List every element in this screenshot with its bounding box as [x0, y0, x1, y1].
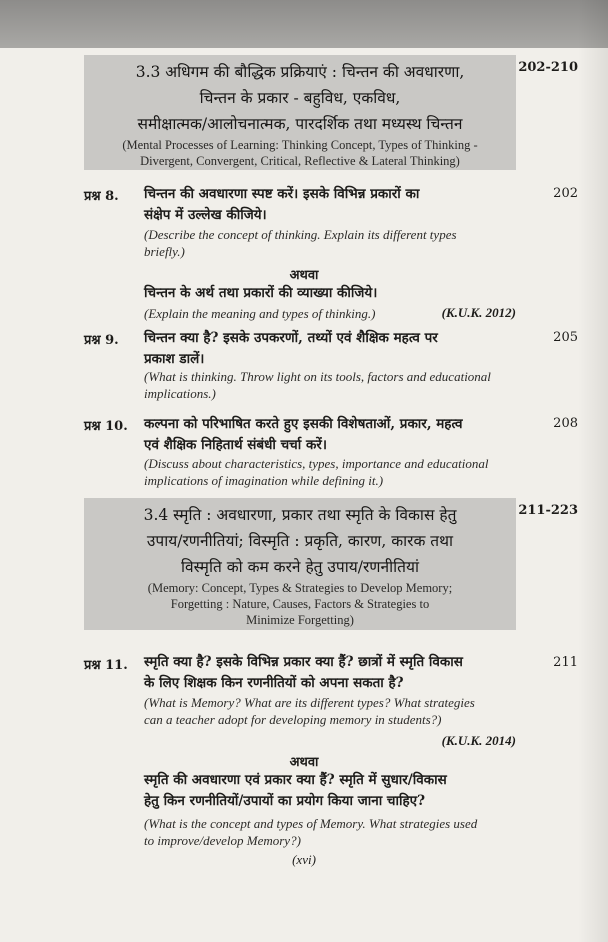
athva-separator: अथवा: [289, 755, 319, 770]
question-text-en: [144, 694, 524, 728]
question-line: (What is the concept and types of Memory. What strategies used: [144, 816, 478, 831]
section-heading-en-line: (Memory: Concept, Types & Strategies to Develop Memory;: [147, 581, 453, 595]
question-label: प्रश्न 11.: [84, 658, 128, 673]
question-alt-text-hi: [144, 770, 524, 812]
question-line: (What is Memory? What are its different types? What strategies: [144, 695, 475, 710]
question-line: can a teacher adopt for developing memory in students?): [144, 712, 442, 727]
question-page: 208: [553, 416, 578, 431]
question-line: (Describe the concept of thinking. Explain its different types: [144, 227, 457, 242]
question-text-en: [144, 368, 524, 402]
page-number: (xvi): [292, 852, 316, 867]
question-line: स्मृति क्या है? इसके विभिन्न प्रकार क्या हैं? छात्रों में स्मृति विकास: [144, 654, 463, 670]
page-edge-shadow: [578, 0, 608, 942]
question-line: (Discuss about characteristics, types, importance and educational: [144, 456, 489, 471]
section-heading-en-line: Minimize Forgetting): [246, 613, 354, 627]
section-heading-3-4: [84, 498, 516, 630]
section-heading-hi-line: विस्मृति को कम करने हेतु उपाय/रणनीतियां: [181, 558, 419, 576]
section-heading-en-line: Forgetting : Nature, Causes, Factors & Strategies to: [170, 597, 430, 611]
section-heading-en-line: Divergent, Convergent, Critical, Reflective & Lateral Thinking): [140, 154, 460, 168]
question-text-en: [144, 455, 524, 489]
question-text-en: [144, 226, 524, 260]
section-heading-en-line: (Mental Processes of Learning: Thinking Concept, Types of Thinking -: [122, 138, 478, 152]
question-line: संक्षेप में उल्लेख कीजिये।: [144, 207, 267, 223]
question-line: चिन्तन के अर्थ तथा प्रकारों की व्याख्या कीजिये।: [144, 285, 378, 301]
question-line: implications.): [144, 386, 216, 401]
question-line: implications of imagination while defining it.): [144, 473, 384, 488]
question-alt-text-en: [144, 815, 524, 849]
question-line: (Explain the meaning and types of thinking.): [144, 306, 376, 321]
athva-separator: अथवा: [289, 268, 319, 283]
question-line: to improve/develop Memory?): [144, 833, 301, 848]
exam-reference: (K.U.K. 2012): [441, 305, 516, 320]
question-line: एवं शैक्षिक निहितार्थ संबंधी चर्चा करें।: [144, 437, 327, 453]
question-line: चिन्तन की अवधारणा स्पष्ट करें। इसके विभिन्न प्रकारों का: [144, 186, 420, 202]
question-page: 211: [553, 655, 578, 670]
question-line: चिन्तन क्या है? इसके उपकरणों, तथ्यों एवं शैक्षिक महत्व पर: [144, 330, 438, 346]
question-line: स्मृति की अवधारणा एवं प्रकार क्या हैं? स्मृति में सुधार/विकास: [144, 772, 447, 788]
question-page: 202: [553, 186, 578, 201]
exam-reference: (K.U.K. 2014): [441, 733, 516, 748]
section-heading-hi-line: उपाय/रणनीतियां; विस्मृति : प्रकृति, कारण, कारक तथा: [146, 532, 454, 550]
section-page-range: 211-223: [518, 503, 578, 518]
question-label: प्रश्न 9.: [84, 333, 119, 348]
section-heading-3-3: [84, 55, 516, 170]
page-top-shadow: [0, 0, 608, 48]
question-line: कल्पना को परिभाषित करते हुए इसकी विशेषताओं, प्रकार, महत्व: [144, 416, 463, 432]
question-line: (What is thinking. Throw light on its tools, factors and educational: [144, 369, 491, 384]
question-text-hi: [144, 652, 524, 694]
question-alt-text-hi: [144, 283, 524, 304]
question-line: briefly.): [144, 244, 185, 259]
question-label: प्रश्न 8.: [84, 189, 119, 204]
question-label: प्रश्न 10.: [84, 419, 128, 434]
section-page-range: 202-210: [518, 60, 578, 75]
section-heading-hi-line: 3.4 स्मृति : अवधारणा, प्रकार तथा स्मृति के विकास हेतु: [143, 506, 457, 524]
section-heading-hi-line: चिन्तन के प्रकार - बहुविध, एकविध,: [199, 89, 401, 107]
section-heading-hi-line: समीक्षात्मक/आलोचनात्मक, पारदर्शिक तथा मध्यस्थ चिन्तन: [137, 115, 463, 133]
question-page: 205: [553, 330, 578, 345]
question-line: के लिए शिक्षक किन रणनीतियों को अपना सकता है?: [144, 675, 404, 691]
question-text-hi: [144, 328, 524, 370]
question-text-hi: [144, 414, 524, 456]
question-line: हेतु किन रणनीतियों/उपायों का प्रयोग किया जाना चाहिए?: [144, 793, 426, 809]
section-heading-hi-line: 3.3 अधिगम की बौद्धिक प्रक्रियाएं : चिन्तन की अवधारणा,: [135, 63, 465, 81]
question-line: प्रकाश डालें।: [144, 351, 205, 367]
question-text-hi: [144, 184, 524, 226]
